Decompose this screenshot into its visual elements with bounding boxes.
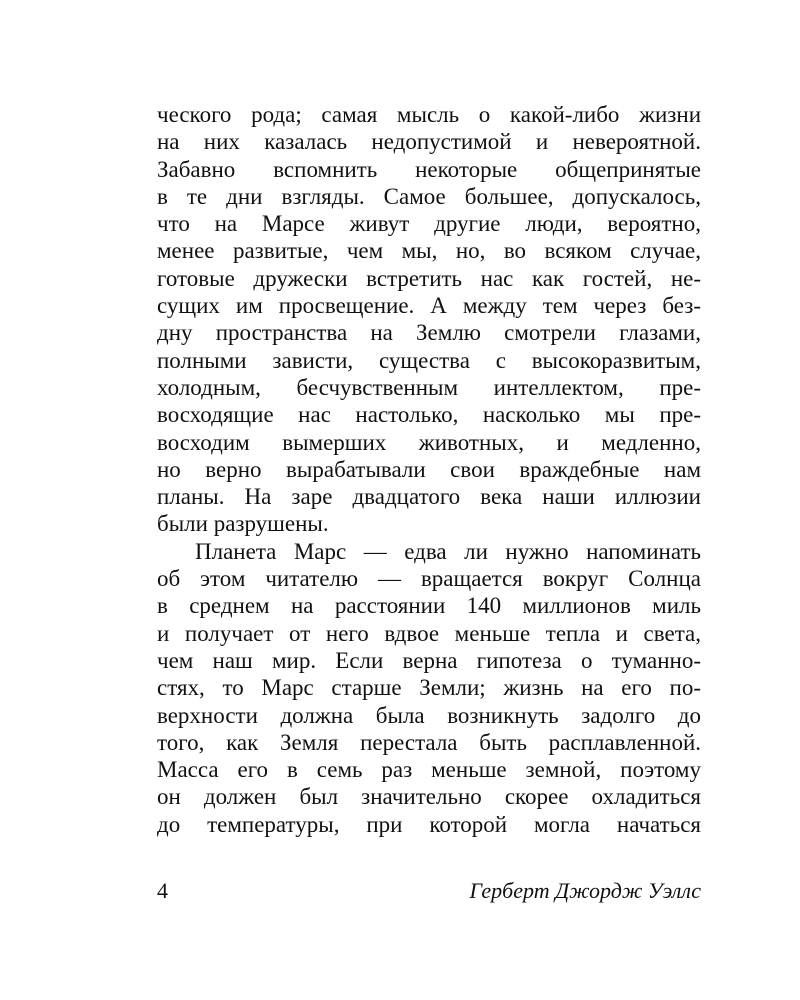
text-line: до температуры, при которой могла начаться [157,811,701,837]
text-line: и получает от него вдвое меньше тепла и света, [157,620,701,646]
text-line: стях, то Марс старше Земли; жизнь на его по- [157,675,701,701]
text-line: холодным, бесчувственным интеллектом, пре- [157,374,701,400]
text-line: планы. На заре двадцатого века наши иллюзии [157,484,701,510]
paragraph-1 [157,101,701,538]
text-line: Планета Марс — едва ли нужно напоминать [195,538,701,564]
text-line: были разрушены. [157,511,329,537]
body-text [157,101,701,838]
text-line: он должен был значительно скорее охладиться [157,784,701,810]
text-line: восходящие нас настолько, насколько мы пре- [157,402,701,428]
text-line: того, как Земля перестала быть расплавленной. [157,729,701,755]
text-line: полными зависти, существа с высокоразвитым, [157,347,701,373]
text-line: готовые дружески встретить нас как гостей, не- [157,265,701,291]
text-line: дну пространства на Землю смотрели глазами, [157,320,701,346]
text-line: но верно вырабатывали свои враждебные нам [157,456,701,482]
text-line: Масса его в семь раз меньше земной, поэтому [157,757,701,783]
text-line: на них казалась недопустимой и невероятной. [157,129,701,155]
page-number: 4 [157,878,168,903]
text-line: Забавно вспомнить некоторые общепринятые [157,156,701,182]
text-line: восходим вымерших животных, и медленно, [157,429,701,455]
text-line: менее развитые, чем мы, но, во всяком случае, [157,238,701,264]
text-line: в те дни взгляды. Самое большее, допускалось, [157,183,701,209]
text-line: сущих им просвещение. А между тем через без- [157,293,701,319]
text-line: ческого рода; самая мысль о какой-либо жизни [157,102,701,127]
page-footer [157,876,701,906]
text-line: верхности должна была возникнуть задолго до [157,702,701,728]
paragraph-2 [157,538,701,838]
running-title: Герберт Джордж Уэллс [469,878,701,903]
text-line: чем наш мир. Если верна гипотеза о туманно- [157,647,701,673]
text-line: об этом читателю — вращается вокруг Солнца [157,566,701,592]
text-line: в среднем на расстоянии 140 миллионов миль [157,593,701,619]
text-line: что на Марсе живут другие люди, вероятно, [157,211,701,237]
